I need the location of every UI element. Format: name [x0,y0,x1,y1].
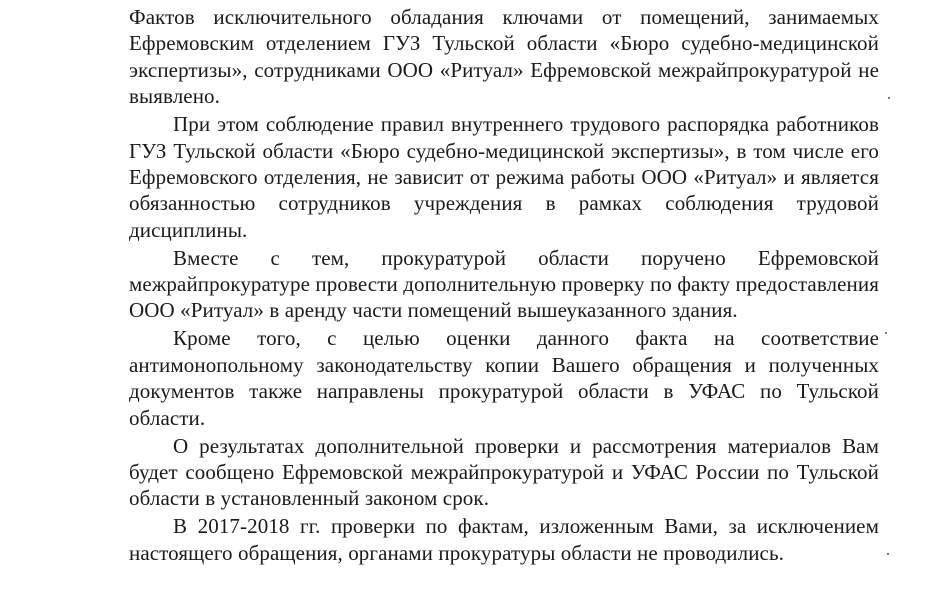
paragraph-labor-rules: При этом соблюдение правил внутреннего трудового распорядка работников ГУЗ Тульской области «Бюро судебно-медицинской экспертизы», в том числе его Ефремовского отделения, не зависит от режима работы ООО «Ритуал» и является обязанностью сотрудников учреждения в рамках соблюдения трудовой дисциплины. [129,112,879,242]
letter-body [129,4,879,568]
scan-speck [887,553,889,555]
paragraph-previous-checks: В 2017-2018 гг. проверки по фактам, изложенным Вами, за исключением настоящего обращения, органами прокуратуры области не проводились. [129,514,879,565]
paragraph-keys-finding: Фактов исключительного обладания ключами от помещений, занимаемых Ефремовским отделением ГУЗ Тульской области «Бюро судебно-медицинской экспертизы», сотрудниками ООО «Ритуал» Ефремовской межрайпрокуратурой не выявлено. [129,5,879,109]
paragraph-results-notice: О результатах дополнительной проверки и рассмотрения материалов Вам будет сообщено Ефремовской межрайпрокуратурой и УФАС России по Тульской области в установленный законом срок. [129,433,879,511]
scan-speck [888,97,890,99]
scan-speck [885,332,887,334]
paragraph-additional-check: Вместе с тем, прокуратурой области поручено Ефремовской межрайпрокуратуре провести дополнительную проверку по факту предоставления ООО «Ритуал» в аренду части помещений вышеуказанного здания. [129,245,879,323]
paragraph-antimonopoly: Кроме того, с целью оценки данного факта на соответствие антимонопольному законодательству копии Вашего обращения и полученных документов также направлены прокуратурой области в УФАС по Тульской области. [129,326,879,430]
